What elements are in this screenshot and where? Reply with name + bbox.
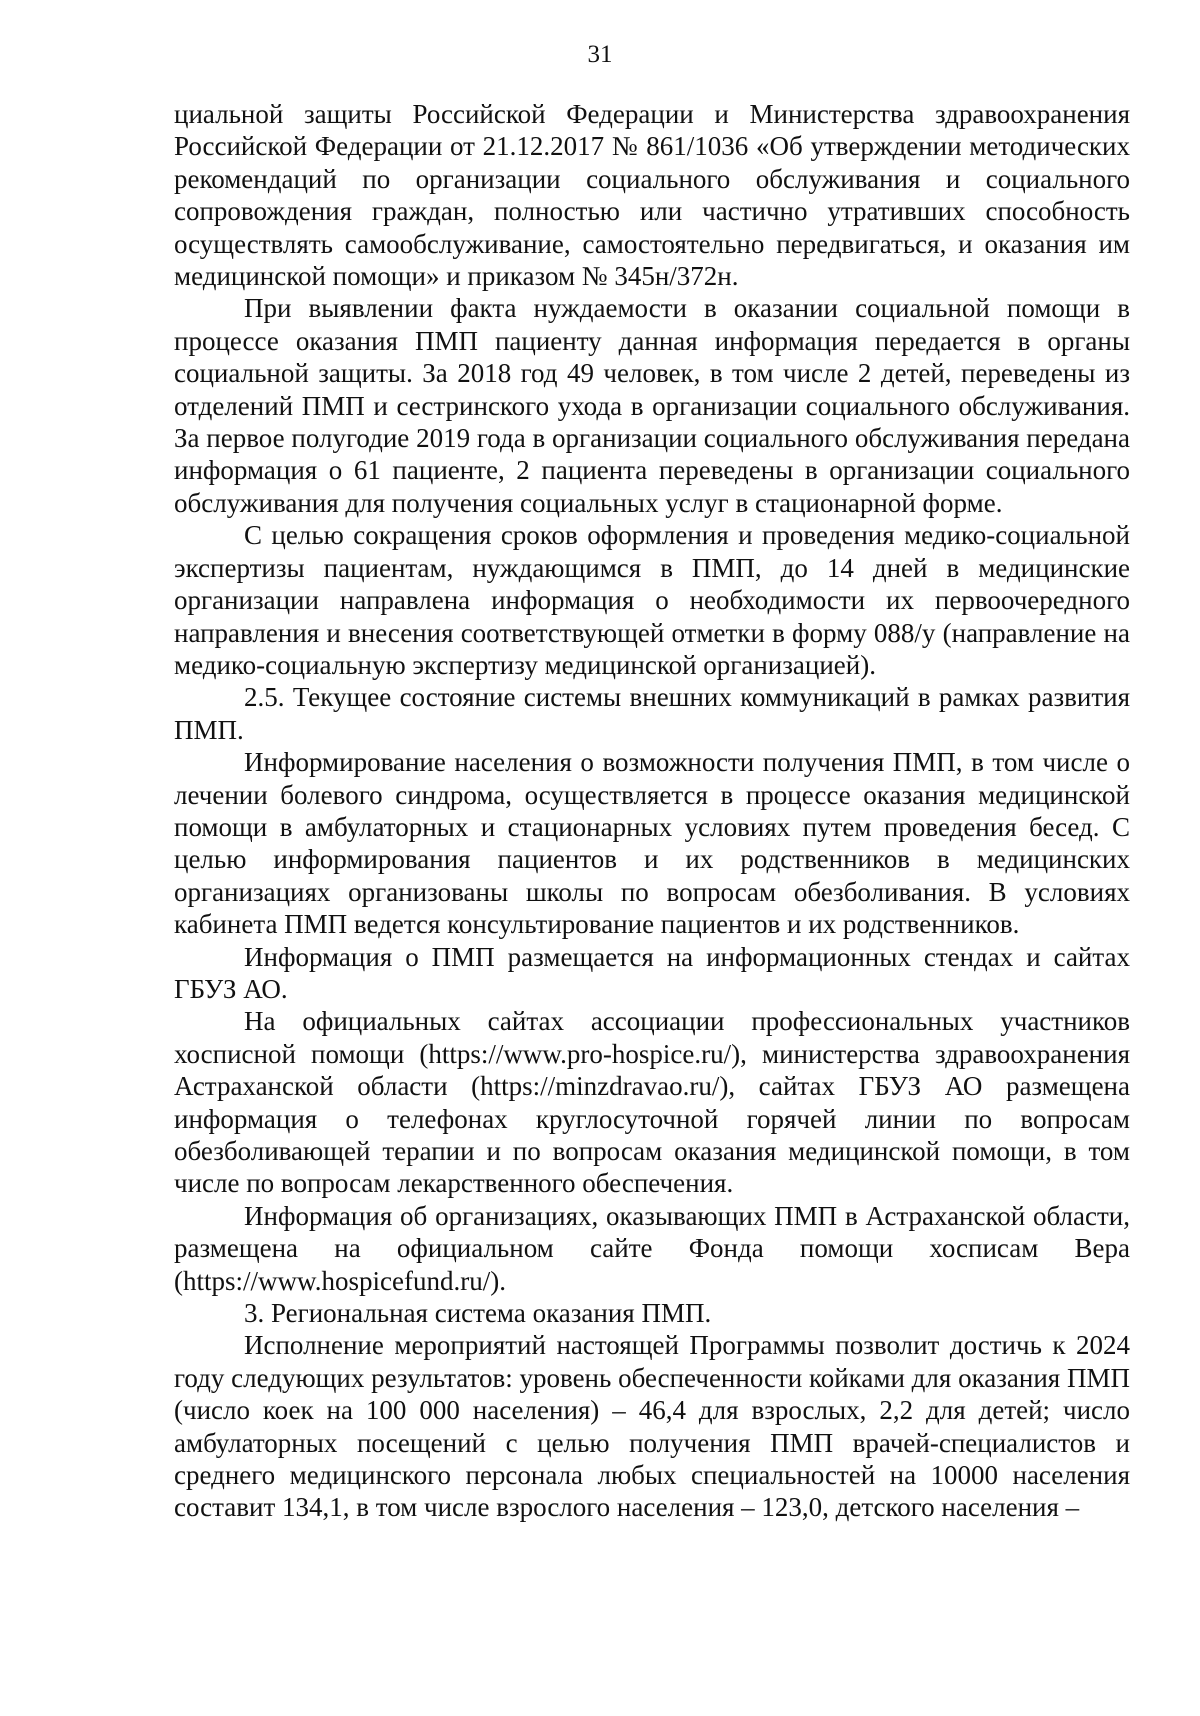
paragraph-vera-fund: Информация об организациях, оказывающих ПМП в Астраханской области, размещена на официальном сайте Фонда помощи хосписам Вера (https://www.hospicefund.ru/). [174,1200,1130,1296]
section-heading-2-5: 2.5. Текущее состояние системы внешних коммуникаций в рамках развития ПМП. [174,682,1130,745]
paragraph-medical-social-expertise: С целью сокращения сроков оформления и проведения медико-социальной экспертизы пациентам, нуждающимся в ПМП, до 14 дней в медицинские организации направлена информация о необходимости их первоочередного направления и внесения соответствующей отметки в форму 088/у (направление на медико-социальную экспертизу медицинской организацией). [174,520,1130,680]
paragraph-public-information: Информирование населения о возможности получения ПМП, в том числе о лечении болевого синдрома, осуществляется в процессе оказания медицинской помощи в амбулаторных и стационарных условиях путем проведения бесед. С целью информирования пациентов и их родственников в медицинских организациях организованы школы по вопросам обезболивания. В условиях кабинета ПМП ведется консультирование пациентов и их родственников. [174,747,1130,940]
paragraph-social-assistance: При выявлении факта нуждаемости в оказании социальной помощи в процессе оказания ПМП пациенту данная информация передается в органы социальной защиты. За 2018 год 49 человек, в том числе 2 детей, переведены из отделений ПМП и сестринского ухода в организации социального обслуживания. За первое полугодие 2019 года в организации социального обслуживания передана информация о 61 пациенте, 2 пациента переведены в организации социального обслуживания для получения социальных услуг в стационарной форме. [174,293,1130,518]
paragraph-program-results: Исполнение мероприятий настоящей Программы позволит достичь к 2024 году следующих результатов: уровень обеспеченности койками для оказания ПМП (число коек на 100 000 населения) – 46,4 для взрослых, 2,2 для детей; число амбулаторных посещений с целью получения ПМП врачей-специалистов и среднего медицинского персонала любых специальностей на 10000 населения составит 134,1, в том числе взрослого населения – 123,0, детского населения – [174,1330,1130,1523]
paragraph-info-stands: Информация о ПМП размещается на информационных стендах и сайтах ГБУЗ АО. [174,941,1130,1004]
paragraph-continuation: циальной защиты Российской Федерации и Министерства здравоохранения Российской Федерации от 21.12.2017 № 861/1036 «Об утверждении методических рекомендаций по организации социального обслуживания и социального сопровождения граждан, полностью или частично утративших способность осуществлять самообслуживание, самостоятельно передвигаться, и оказания им медицинской помощи» и приказом № 345н/372н. [174,99,1130,292]
document-body [174,98,1130,1524]
paragraph-official-websites: На официальных сайтах ассоциации профессиональных участников хосписной помощи (https://www.pro-hospice.ru/), министерства здравоохранения Астраханской области (https://minzdravao.ru/), сайтах ГБУЗ АО размещена информация о телефонах круглосуточной горячей линии по вопросам обезболивающей терапии и по вопросам оказания медицинской помощи, в том числе по вопросам лекарственного обеспечения. [174,1006,1130,1199]
page-number: 31 [587,41,613,68]
section-heading-3: 3. Региональная система оказания ПМП. [244,1298,712,1329]
